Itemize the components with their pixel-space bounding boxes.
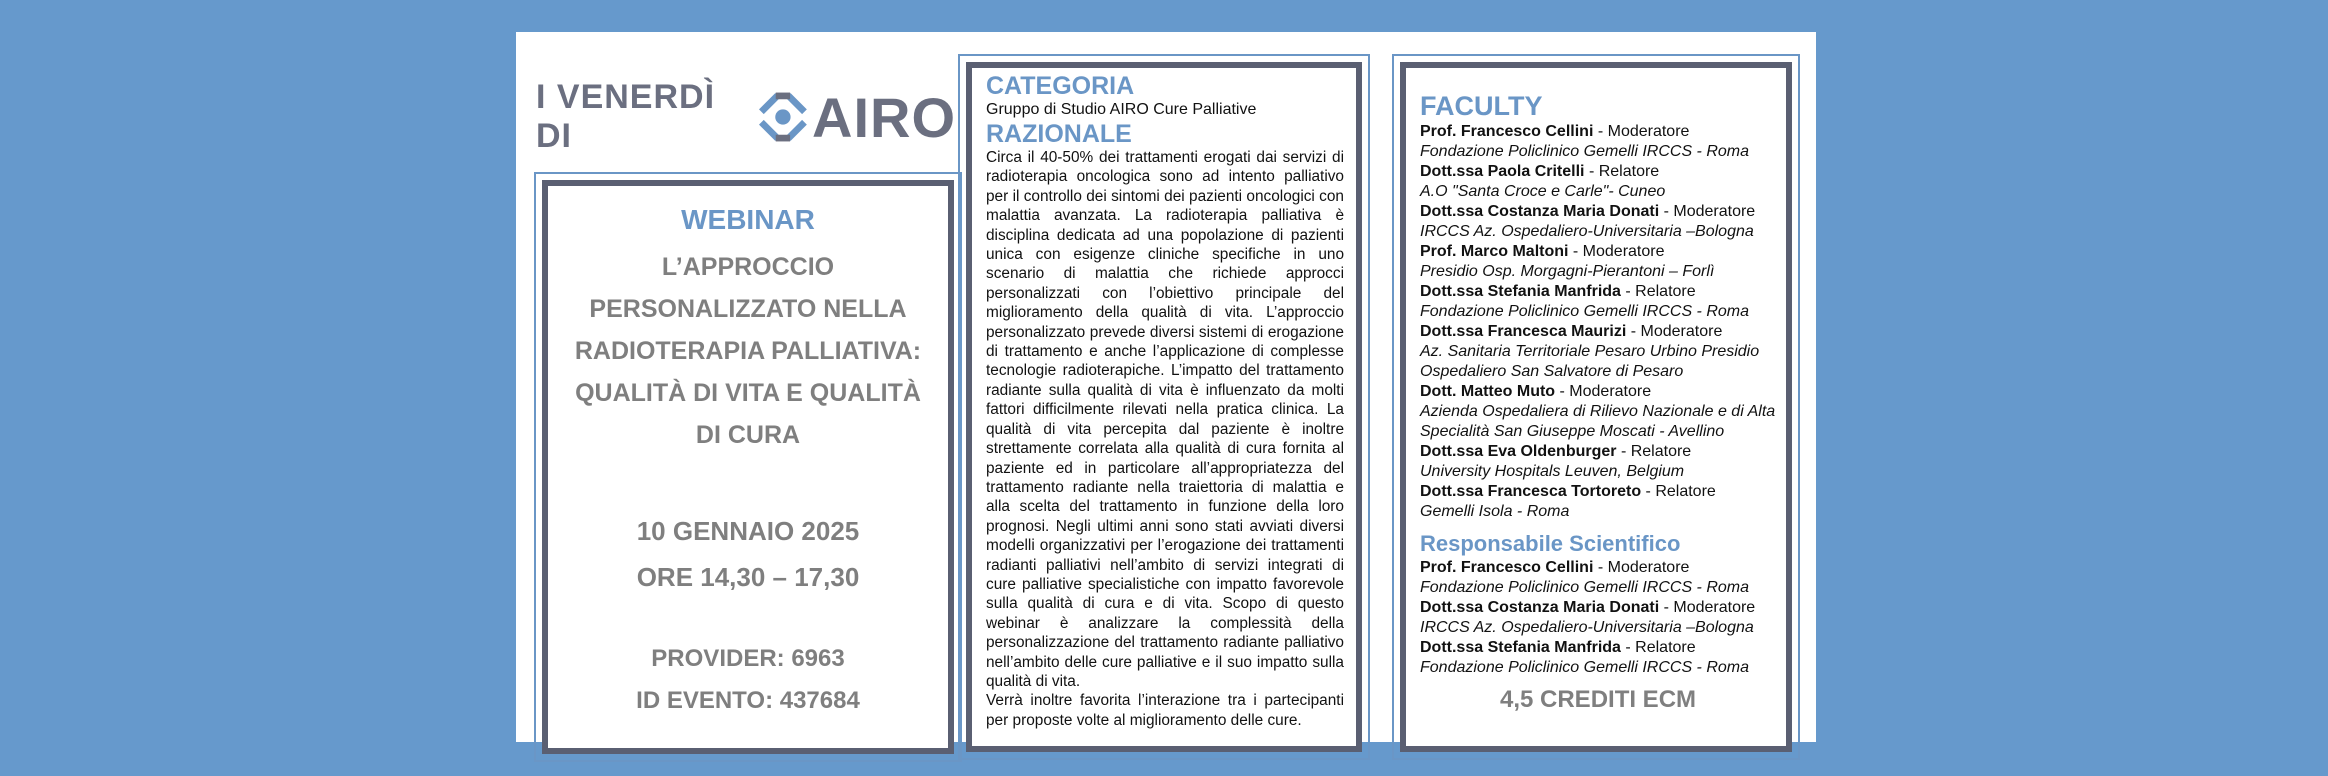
person-entry: [1420, 242, 1776, 262]
person-name: Dott.ssa Francesca Maurizi: [1420, 323, 1627, 340]
person-affiliation: Gemelli Isola - Roma: [1420, 503, 1570, 520]
person-role: - Moderatore: [1659, 599, 1756, 616]
airo-logo: [536, 78, 956, 155]
person-role: - Moderatore: [1593, 559, 1690, 576]
categoria-text: Gruppo di Studio AIRO Cure Palliative: [986, 101, 1257, 118]
person-affiliation: Presidio Osp. Morgagni-Pierantoni – Forlì: [1420, 263, 1715, 280]
person-name: Dott.ssa Stefania Manfrida: [1420, 639, 1621, 656]
responsabile-heading: Responsabile Scientifico: [1420, 531, 1681, 556]
person-name: Prof. Francesco Cellini: [1420, 123, 1594, 140]
title-line: QUALITÀ DI VITA E QUALITÀ: [575, 379, 921, 407]
person-name: Dott.ssa Costanza Maria Donati: [1420, 599, 1660, 616]
person-name: Prof. Francesco Cellini: [1420, 559, 1594, 576]
faculty-heading: FACULTY: [1420, 91, 1543, 121]
person-name: Dott.ssa Francesca Tortoreto: [1420, 483, 1642, 500]
faculty-frame: [1400, 62, 1792, 752]
event-id: ID EVENTO: 437684: [636, 687, 860, 714]
person-entry: [1420, 122, 1776, 142]
person-affiliation: Az. Sanitaria Territoriale Pesaro Urbino Presidio: [1420, 343, 1760, 360]
faculty-panel: [1392, 54, 1800, 760]
person-affiliation: Fondazione Policlinico Gemelli IRCCS - Roma: [1420, 143, 1750, 160]
person-affiliation: Ospedaliero San Salvatore di Pesaro: [1420, 363, 1684, 380]
person-entry: [1420, 558, 1776, 578]
person-affiliation: Fondazione Policlinico Gemelli IRCCS - Roma: [1420, 303, 1750, 320]
person-role: - Relatore: [1584, 163, 1660, 180]
person-entry: [1420, 382, 1776, 402]
person-affiliation: Fondazione Policlinico Gemelli IRCCS - Roma: [1420, 579, 1750, 596]
title-line: DI CURA: [695, 421, 801, 449]
person-role: - Relatore: [1616, 443, 1692, 460]
person-role: - Moderatore: [1659, 203, 1756, 220]
person-entry: [1420, 442, 1776, 462]
person-role: - Moderatore: [1626, 323, 1723, 340]
event-date: 10 GENNAIO 2025: [636, 516, 860, 546]
brochure-sheet: [516, 32, 1816, 742]
person-affiliation: University Hospitals Leuven, Belgium: [1420, 463, 1685, 480]
person-affiliation: IRCCS Az. Ospedaliero-Universitaria –Bologna: [1420, 223, 1754, 240]
razionale-panel: [958, 54, 1370, 760]
person-name: Dott.ssa Costanza Maria Donati: [1420, 203, 1660, 220]
logo-word: AIRO: [812, 85, 956, 149]
webinar-label: WEBINAR: [681, 204, 815, 235]
person-affiliation: Specialità San Giuseppe Moscati - Avellino: [1420, 423, 1725, 440]
title-line: PERSONALIZZATO NELLA: [589, 295, 907, 323]
person-role: - Moderatore: [1593, 123, 1690, 140]
person-role: - Relatore: [1641, 483, 1716, 500]
faculty-list: [1420, 122, 1776, 522]
webinar-info-panel: [534, 172, 962, 762]
razionale-paragraph: Circa il 40-50% dei trattamenti erogati dai servizi di radioterapia oncologica sono ad intento palliativo per il controllo dei sintomi dei pazienti oncologici con malattia avanzata. La radioterapia palliativa è disciplina dedicata ad una popolazione di pazienti unica con esigenze cliniche specifiche in uno scenario di malattia che richiede approcci personalizzati con l’obiettivo principale del miglioramento della qualità di vita. L’approccio personalizzato prevede diversi sistemi di erogazione di trattamento e anche l’applicazione di complesse tecnologie radioterapiche. L’impatto del trattamento radiante sulla qualità di vita è influenzato da molti fattori difficilmente rilevati nella pratica clinica. La qualità di vita percepita dal paziente è inoltre strettamente correlata alla qualità di cura fornita al paziente ed in particolare all’appropriatezza del trattamento radiante nella traiettoria di malattia e alla scelta del trattamento in funzione della loro prognosi. Negli ultimi anni sono stati avviati diversi modelli organizzativi per l’erogazione dei trattamenti radianti palliativi nell’ambito di servizi integrati di cure palliative specialistiche con impatto favorevole sulla qualità di cura e di vita. Scopo di questo webinar è analizzare la complessità della personalizzazione del trattamento radiante palliativo nell’ambito delle cure palliative e il suo impatto sulla qualità di vita.: [986, 149, 1344, 690]
person-entry: [1420, 482, 1776, 502]
webinar-title: [548, 246, 948, 456]
responsabile-list: [1420, 558, 1776, 678]
webinar-info-frame: [542, 180, 954, 754]
person-role: - Moderatore: [1568, 243, 1665, 260]
ecm-credits: 4,5 CREDITI ECM: [1499, 686, 1697, 713]
person-role: - Moderatore: [1555, 383, 1652, 400]
razionale-paragraph: Verrà inoltre favorita l’interazione tra i partecipanti per proposte volte al miglioramento delle cure.: [986, 692, 1344, 729]
person-name: Dott. Matteo Muto: [1420, 383, 1556, 400]
person-entry: [1420, 202, 1776, 222]
person-role: - Relatore: [1620, 639, 1696, 656]
person-name: Dott.ssa Paola Critelli: [1420, 163, 1585, 180]
airo-logo-icon: [758, 91, 808, 143]
person-entry: [1420, 162, 1776, 182]
title-line: RADIOTERAPIA PALLIATIVA:: [574, 337, 922, 365]
person-name: Dott.ssa Eva Oldenburger: [1420, 443, 1617, 460]
razionale-frame: [966, 62, 1362, 752]
provider-id: PROVIDER: 6963: [651, 645, 845, 672]
person-entry: [1420, 598, 1776, 618]
person-name: Dott.ssa Stefania Manfrida: [1420, 283, 1621, 300]
person-name: Prof. Marco Maltoni: [1420, 243, 1569, 260]
person-affiliation: Fondazione Policlinico Gemelli IRCCS - Roma: [1420, 659, 1750, 676]
person-affiliation: IRCCS Az. Ospedaliero-Universitaria –Bologna: [1420, 619, 1754, 636]
categoria-heading: CATEGORIA: [986, 72, 1135, 100]
person-entry: [1420, 638, 1776, 658]
event-time: ORE 14,30 – 17,30: [636, 562, 860, 592]
title-line: L’APPROCCIO: [661, 253, 835, 281]
razionale-heading: RAZIONALE: [986, 120, 1132, 148]
person-affiliation: A.O "Santa Croce e Carle"- Cuneo: [1420, 183, 1666, 200]
person-entry: [1420, 282, 1776, 302]
logo-prefix: I VENERDÌ DI: [536, 78, 716, 155]
person-entry: [1420, 322, 1776, 342]
person-role: - Relatore: [1620, 283, 1696, 300]
person-affiliation: Azienda Ospedaliera di Rilievo Nazionale e di Alta: [1420, 403, 1776, 420]
